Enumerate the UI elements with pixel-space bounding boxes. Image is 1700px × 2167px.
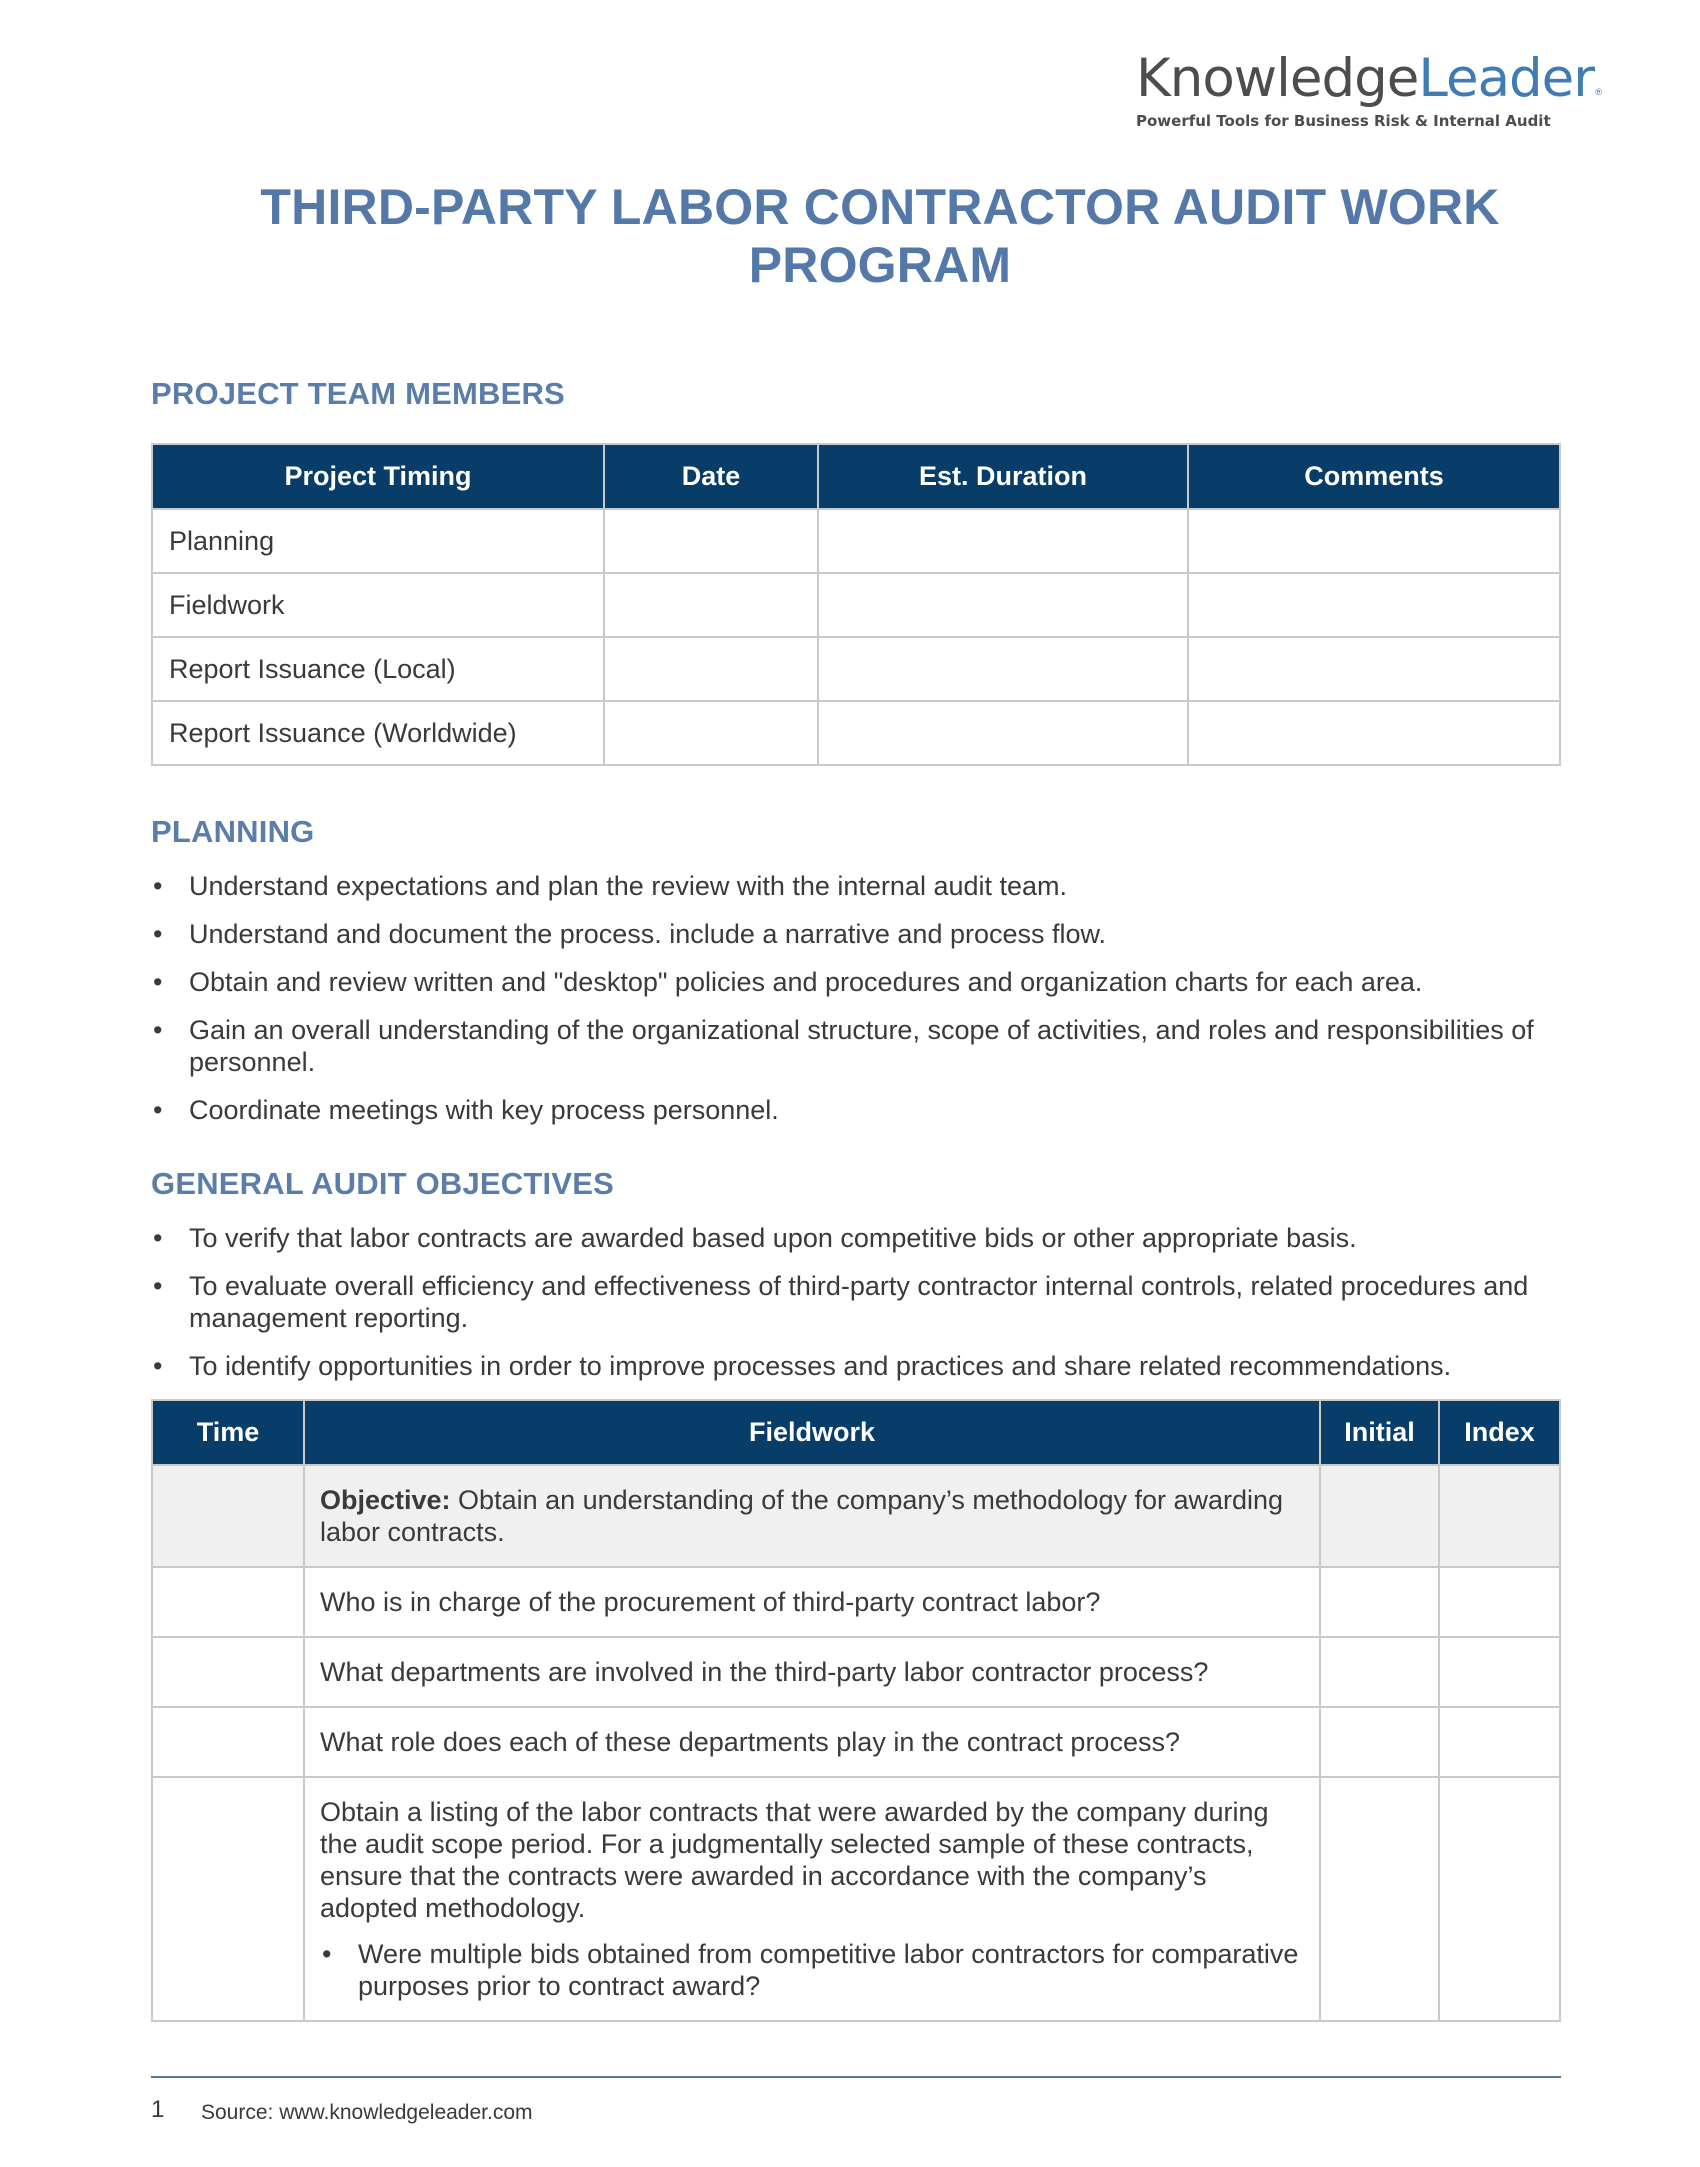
initial-cell[interactable] (1320, 1465, 1439, 1567)
table-row (152, 637, 1560, 701)
index-cell[interactable] (1439, 1637, 1560, 1707)
list-item (151, 1014, 1561, 1078)
time-cell[interactable] (152, 1777, 304, 2021)
list-item-text: Gain an overall understanding of the organizational structure, scope of activities, and roles and responsibilities of personnel. (189, 1015, 1534, 1077)
comments-cell[interactable] (1188, 637, 1560, 701)
fieldwork-step-cell: What departments are involved in the third-party labor contractor process? (304, 1637, 1320, 1707)
timing-phase-cell: Report Issuance (Local) (152, 637, 604, 701)
bullet-icon: • (322, 1939, 332, 1969)
fieldwork-sub-list (320, 1938, 1304, 2002)
list-item-text: Understand expectations and plan the review with the internal audit team. (189, 871, 1068, 901)
list-item-text: To verify that labor contracts are awarded based upon competitive bids or other appropriate basis. (189, 1223, 1357, 1253)
objective-label: Objective: (320, 1485, 451, 1515)
logo-wordmark (1136, 48, 1603, 110)
bullet-icon: • (153, 1015, 163, 1045)
planning-heading: PLANNING (151, 814, 315, 849)
objectives-heading: GENERAL AUDIT OBJECTIVES (151, 1166, 614, 1201)
index-cell[interactable] (1439, 1567, 1560, 1637)
objective-text: Obtain an understanding of the company’s methodology for awarding labor contracts. (320, 1485, 1284, 1547)
project-timing-table (151, 443, 1561, 766)
table-row (152, 701, 1560, 765)
footer-divider (151, 2076, 1561, 2078)
duration-cell[interactable] (818, 509, 1188, 573)
document-title (200, 178, 1560, 294)
bullet-icon: • (153, 1223, 163, 1253)
time-cell[interactable] (152, 1707, 304, 1777)
table-row (152, 509, 1560, 573)
time-cell[interactable] (152, 1637, 304, 1707)
bullet-icon: • (153, 1351, 163, 1381)
initial-cell[interactable] (1320, 1707, 1439, 1777)
logo-registered-mark: ® (1594, 88, 1603, 98)
date-cell[interactable] (604, 701, 818, 765)
index-cell[interactable] (1439, 1777, 1560, 2021)
column-header-fieldwork: Fieldwork (304, 1400, 1320, 1465)
initial-cell[interactable] (1320, 1567, 1439, 1637)
logo-word-knowledge: Knowledge (1136, 48, 1419, 109)
date-cell[interactable] (604, 637, 818, 701)
bullet-icon: • (153, 1095, 163, 1125)
fieldwork-step-cell: Who is in charge of the procurement of third-party contract labor? (304, 1567, 1320, 1637)
table-row (152, 573, 1560, 637)
time-cell[interactable] (152, 1465, 304, 1567)
initial-cell[interactable] (1320, 1777, 1439, 2021)
list-item (151, 918, 1561, 950)
logo-word-leader: Leader (1418, 48, 1595, 109)
date-cell[interactable] (604, 573, 818, 637)
logo-tagline: Powerful Tools for Business Risk & Internal Audit (1136, 112, 1551, 130)
bullet-icon: • (153, 1271, 163, 1301)
bullet-icon: • (153, 967, 163, 997)
list-item (151, 1094, 1561, 1126)
column-header-index: Index (1439, 1400, 1560, 1465)
column-header-comments: Comments (1188, 444, 1560, 509)
list-item-text: Were multiple bids obtained from competitive labor contractors for comparative purposes prior to contract award? (358, 1939, 1299, 2001)
bullet-icon: • (153, 871, 163, 901)
comments-cell[interactable] (1188, 701, 1560, 765)
knowledgeleader-logo (1136, 48, 1603, 130)
duration-cell[interactable] (818, 701, 1188, 765)
list-item (151, 966, 1561, 998)
fieldwork-step-cell: What role does each of these departments play in the contract process? (304, 1707, 1320, 1777)
time-cell[interactable] (152, 1567, 304, 1637)
timing-phase-cell: Planning (152, 509, 604, 573)
table-row (152, 1637, 1560, 1707)
index-cell[interactable] (1439, 1707, 1560, 1777)
objective-row (152, 1465, 1560, 1567)
document-title-line2: PROGRAM (748, 237, 1012, 293)
column-header-date: Date (604, 444, 818, 509)
column-header-time: Time (152, 1400, 304, 1465)
list-item-text: Coordinate meetings with key process personnel. (189, 1095, 779, 1125)
duration-cell[interactable] (818, 637, 1188, 701)
planning-list (151, 870, 1561, 1142)
table-header-row (152, 444, 1560, 509)
table-row (152, 1567, 1560, 1637)
page-number: 1 (151, 2096, 165, 2123)
comments-cell[interactable] (1188, 573, 1560, 637)
duration-cell[interactable] (818, 573, 1188, 637)
date-cell[interactable] (604, 509, 818, 573)
list-item (151, 1270, 1561, 1334)
source-line: Source: www.knowledgeleader.com (201, 2101, 533, 2124)
project-team-heading: PROJECT TEAM MEMBERS (151, 376, 565, 411)
column-header-initial: Initial (1320, 1400, 1439, 1465)
fieldwork-table (151, 1399, 1561, 2022)
list-item-text: Obtain and review written and "desktop" policies and procedures and organization charts for each area. (189, 967, 1423, 997)
objective-cell (304, 1465, 1320, 1567)
fieldwork-step-text: Obtain a listing of the labor contracts that were awarded by the company during the audit scope period. For a judgmentally selected sample of these contracts, ensure that the contracts were awarded in accordance with the company’s adopted methodology. (320, 1797, 1269, 1923)
objectives-list (151, 1222, 1561, 1398)
table-header-row (152, 1400, 1560, 1465)
timing-phase-cell: Fieldwork (152, 573, 604, 637)
list-item-text: Understand and document the process. include a narrative and process flow. (189, 919, 1107, 949)
fieldwork-step-cell (304, 1777, 1320, 2021)
initial-cell[interactable] (1320, 1637, 1439, 1707)
list-item (320, 1938, 1304, 2002)
table-row (152, 1777, 1560, 2021)
list-item-text: To evaluate overall efficiency and effectiveness of third-party contractor internal controls, related procedures and management reporting. (189, 1271, 1529, 1333)
bullet-icon: • (153, 919, 163, 949)
comments-cell[interactable] (1188, 509, 1560, 573)
list-item (151, 1222, 1561, 1254)
list-item-text: To identify opportunities in order to improve processes and practices and share related recommendations. (189, 1351, 1452, 1381)
index-cell[interactable] (1439, 1465, 1560, 1567)
list-item (151, 1350, 1561, 1382)
column-header-est-duration: Est. Duration (818, 444, 1188, 509)
timing-phase-cell: Report Issuance (Worldwide) (152, 701, 604, 765)
document-title-line1: THIRD-PARTY LABOR CONTRACTOR AUDIT WORK (260, 179, 1500, 235)
list-item (151, 870, 1561, 902)
table-row (152, 1707, 1560, 1777)
column-header-project-timing: Project Timing (152, 444, 604, 509)
